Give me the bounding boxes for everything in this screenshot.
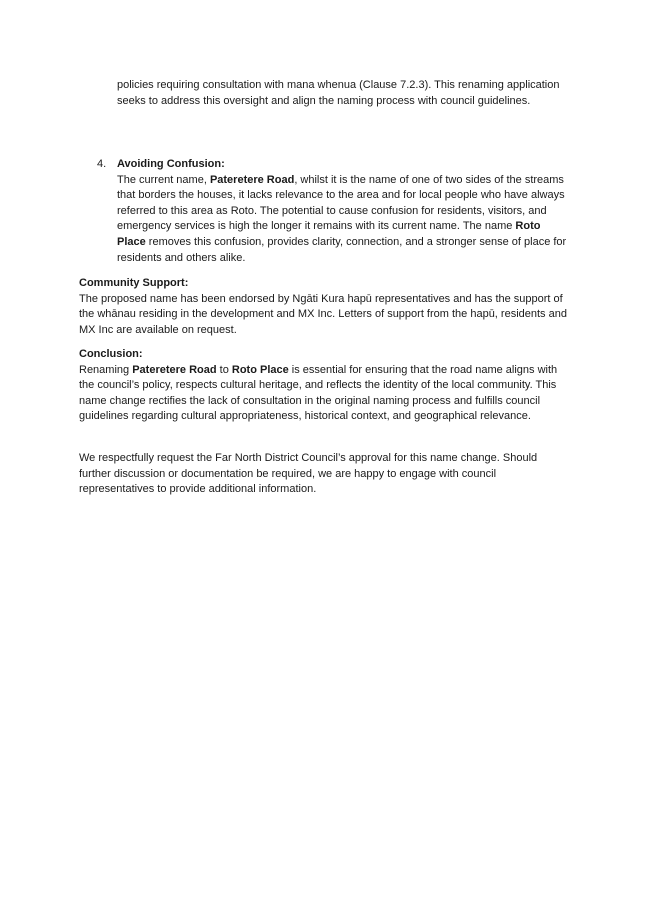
avoiding-confusion-heading: Avoiding Confusion: [117,158,225,170]
text-segment: to [216,363,232,376]
road-name-proposed: Roto Place [231,363,289,376]
road-name-proposed: Roto Place [117,220,541,248]
community-support-section [79,276,569,338]
text-segment: removes this confusion, provides clarity, connection, and a stronger sense of place for residents and others alike. [117,235,567,264]
text-segment: is essential for ensuring that the road name aligns with the council’s policy, respects cultural heritage, and reflects the identity of the local community. This name change rectifies the lack of consultation in the original naming process and fulfills council guidelines regarding cultural appropriateness, historical context, and geographical relevance. [79,363,558,423]
avoiding-confusion-paragraph [117,173,572,267]
conclusion-section [79,347,569,425]
road-name-current: Pateretere Road [132,363,217,376]
closing-paragraph: We respectfully request the Far North District Council’s approval for this name change. Should further discussion or documentation be required, we are happy to engage with council representatives to provide additional information. [79,452,538,496]
continuation-paragraph: policies requiring consultation with mana whenua (Clause 7.2.3). This renaming application seeks to address this oversight and align the naming process with council guidelines. [117,79,560,107]
road-name-current: Pateretere Road [209,173,295,186]
text-segment: , whilst it is the name of one of two sides of the streams that borders the houses, it lacks relevance to the area and for local people who have always referred to this area as Roto. The potential to cause confusion for residents, visitors, and emergency services is high the longer it remains with its current name. The name [117,173,565,233]
list-number: 4. [97,158,107,170]
list-body [117,157,572,266]
conclusion-heading: Conclusion: [79,348,143,360]
conclusion-paragraph [79,363,569,425]
community-support-paragraph: The proposed name has been endorsed by Ngāti Kura hapū representatives and has the support of the whānau residing in the development and MX Inc. Letters of support from the hapū, residents and MX Inc are available on request. [79,292,567,336]
text-segment: The current name, [117,173,210,186]
community-support-heading: Community Support: [79,277,189,289]
text-segment: Renaming [79,363,133,376]
